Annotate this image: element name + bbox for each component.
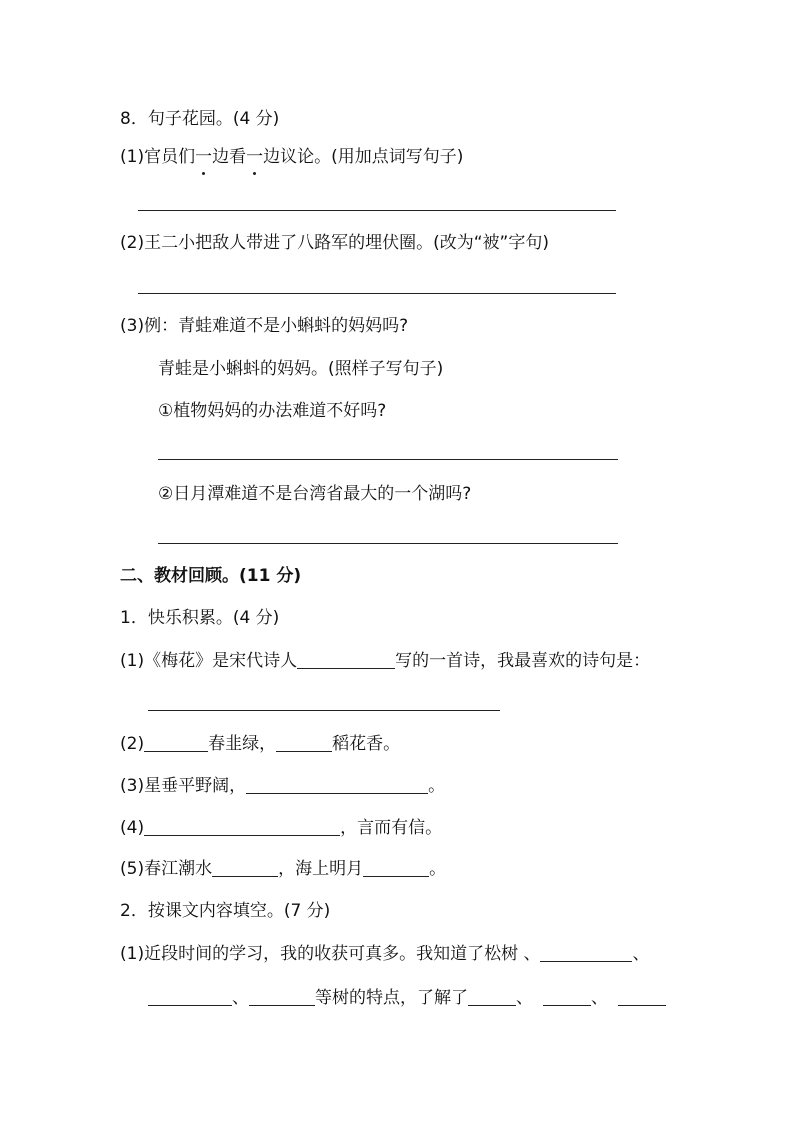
q8-example-answer: 青蛙是小蝌蚪的妈妈。(照样子写句子) bbox=[158, 359, 444, 379]
answer-line[interactable] bbox=[138, 210, 616, 211]
q1-item-2: (2) 春韭绿， 稻花香。 bbox=[120, 734, 401, 754]
fill-blank[interactable] bbox=[540, 943, 632, 962]
answer-line[interactable] bbox=[158, 543, 618, 544]
answer-line[interactable] bbox=[148, 710, 500, 711]
section-2-title: 二、教材回顾。(11 分) bbox=[120, 566, 302, 586]
q8-item-2: ②日月潭难道不是台湾省最大的一个湖吗? bbox=[158, 484, 472, 504]
q8-sentence-1: (1)官员们一边看一边议论。(用加点词写句子) bbox=[120, 147, 464, 167]
q1-title: 1．快乐积累。(4 分) bbox=[120, 608, 280, 628]
q1-item-1: (1)《梅花》是宋代诗人 写的一首诗，我最喜欢的诗句是： bbox=[120, 651, 651, 671]
q2-item-1-cont: 、 等树的特点，了解了 、 、 bbox=[148, 986, 666, 1010]
fill-blank[interactable] bbox=[276, 733, 332, 752]
fill-blank[interactable] bbox=[363, 858, 429, 877]
fill-blank[interactable] bbox=[144, 817, 340, 836]
q2-title: 2．按课文内容填空。(7 分) bbox=[120, 901, 331, 921]
emphasis-dot-char: 一 bbox=[246, 147, 264, 167]
fill-blank[interactable] bbox=[246, 775, 428, 794]
emphasis-dot-char: 一 bbox=[195, 147, 213, 167]
fill-blank[interactable] bbox=[297, 650, 395, 669]
q1-item-3: (3)星垂平野阔， 。 bbox=[120, 776, 446, 796]
q1-item-5: (5)春江潮水 ，海上明月 。 bbox=[120, 859, 447, 879]
q2-item-1: (1)近段时间的学习，我的收获可真多。我知道了松树 、 、 bbox=[120, 944, 650, 964]
q8-item-1: ①植物妈妈的办法难道不好吗? bbox=[158, 401, 387, 421]
answer-line[interactable] bbox=[138, 293, 616, 294]
fill-blank[interactable] bbox=[212, 858, 278, 877]
answer-line[interactable] bbox=[158, 459, 618, 460]
q8-sentence-2: (2)王二小把敌人带进了八路军的埋伏圈。(改为“被”字句) bbox=[120, 233, 549, 253]
q1-item-4: (4) ，言而有信。 bbox=[120, 818, 443, 838]
fill-blank[interactable] bbox=[144, 733, 208, 752]
fill-blank[interactable] bbox=[148, 987, 232, 1006]
fill-blank[interactable] bbox=[618, 987, 666, 1006]
q8-example: (3)例：青蛙难道不是小蝌蚪的妈妈吗? bbox=[120, 316, 409, 336]
fill-blank[interactable] bbox=[249, 987, 315, 1006]
fill-blank[interactable] bbox=[543, 987, 591, 1006]
fill-blank[interactable] bbox=[468, 987, 516, 1006]
q8-title: 8．句子花园。(4 分) bbox=[120, 109, 280, 129]
